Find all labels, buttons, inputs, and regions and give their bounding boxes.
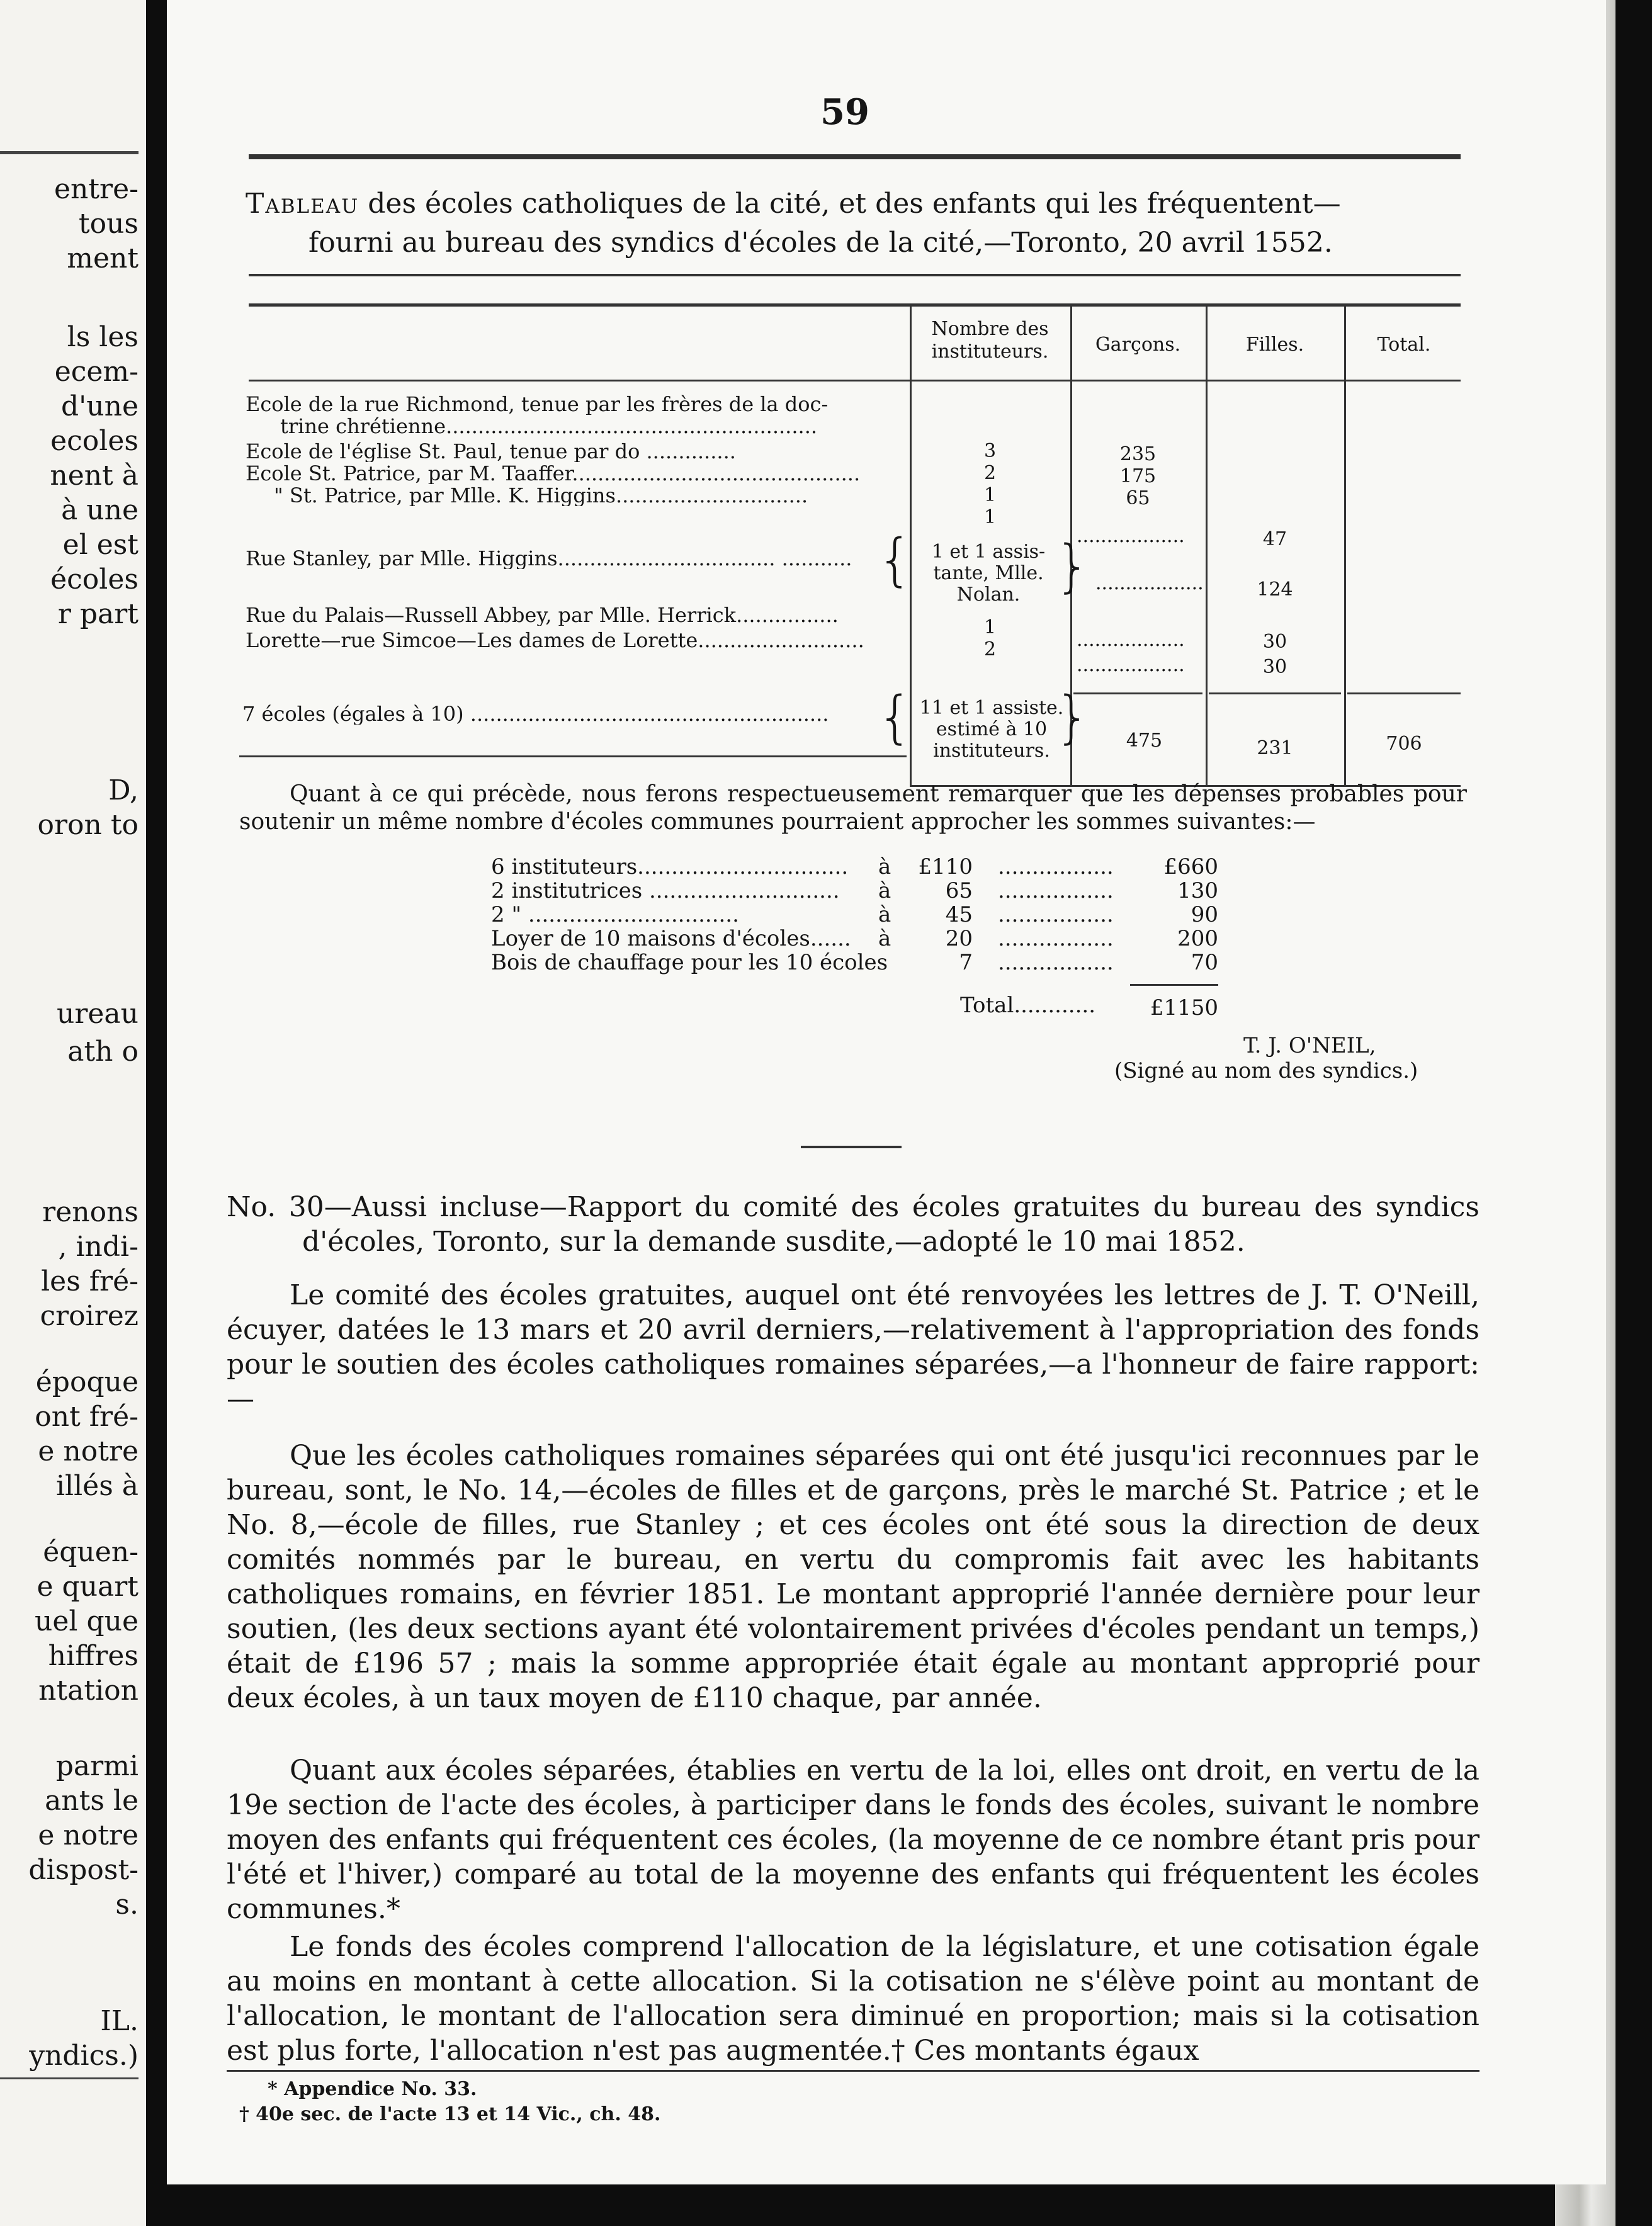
garcons-dots: .................. <box>1077 525 1185 547</box>
sum-rule <box>1130 984 1218 986</box>
facing-text-line: parmi <box>55 1750 139 1782</box>
paragraph: Quant aux écoles séparées, établies en vertu de la loi, elles ont droit, en vertu de la 19e section de l'acte des écoles, à participer dans le fonds des écoles, suivant le nombre moyen des enfants qui fréquentent ces écoles, (la moyenne de ce nombre étant pris pour l'été et l'hiver,) comparé au total de la moyenne des enfants qui fréquentent les écoles communes.* <box>227 1754 1479 1925</box>
expense-label: Bois de chauffage pour les 10 écoles <box>491 950 888 975</box>
header-garcons: Garçons. <box>1095 334 1181 356</box>
facing-page-rule <box>0 151 139 154</box>
garcons-dots: .................. <box>1077 654 1185 676</box>
expense-total: £1150 <box>1150 995 1218 1020</box>
facing-text-line: ants le <box>45 1785 139 1817</box>
instituteurs-value: 1 <box>983 484 997 506</box>
expense-label: 2 " ............................... <box>491 902 739 927</box>
signature-note: (Signé au nom des syndics.) <box>1114 1058 1418 1083</box>
facing-text-line: ecoles <box>50 425 139 457</box>
expense-rate: £110 <box>918 854 973 879</box>
expense-dots: ................. <box>998 902 1114 927</box>
facing-text-line: renons <box>42 1196 139 1228</box>
facing-text-line: entre- <box>54 173 139 205</box>
facing-text-line: oron to <box>37 809 139 841</box>
row-name: " St. Patrice, par Mlle. K. Higgins.............................. <box>274 485 808 506</box>
paragraph: Que les écoles catholiques romaines séparées qui ont été jusqu'ici reconnues par le bureau, sont, le No. 14,—écoles de filles et de garçons, près le marché St. Patrice ; et le No. 8,—école de filles, rue Stanley ; et ces écoles ont été sous la direction de deux comités nommés par le bureau, en vertu du compromis fait avec les habitants catholiques romains, en février 1851. Le montant approprié l'année dernière pour leur soutien, (les deux sections ayant été volontairement privées d'écoles pendant un temps,) était de £196 57 ; mais la somme appropriée était égale au montant approprié pour deux écoles, à un taux moyen de £110 chaque, par année. <box>227 1440 1479 1714</box>
facing-text-line: uel que <box>35 1605 139 1637</box>
title-rule <box>249 274 1461 276</box>
garcons-value: 175 <box>1119 465 1157 487</box>
header-rule <box>249 380 1461 381</box>
facing-text-line: e quart <box>37 1571 139 1603</box>
facing-text-line: ecem- <box>54 356 139 388</box>
expense-rate: 45 <box>945 902 973 927</box>
expense-label: 2 institutrices ............................ <box>491 878 840 903</box>
facing-page-rule <box>0 2077 139 2079</box>
facing-text-line: yndics.) <box>29 2040 139 2072</box>
facing-text-line: époque <box>35 1366 139 1398</box>
title-line2: fourni au bureau des syndics d'écoles de la cité,—Toronto, 20 avril 1552. <box>308 227 1333 259</box>
facing-text-line: équen- <box>43 1536 139 1568</box>
row-name: Ecole de l'église St. Paul, tenue par do .............. <box>246 441 736 462</box>
expense-amount: 200 <box>1177 926 1218 951</box>
table-title <box>246 184 1461 263</box>
expense-label: 6 instituteurs............................... <box>491 854 849 879</box>
report-heading-text: No. 30—Aussi incluse—Rapport du comité des écoles gratuites du bureau des syndics d'écoles, Toronto, sur la demande susdite,—adopté le 10 mai 1852. <box>227 1191 1479 1258</box>
facing-text-line: d'une <box>61 390 139 422</box>
brace: } <box>1055 684 1091 750</box>
brace: { <box>877 527 914 593</box>
instituteurs-value: 3 <box>983 440 997 462</box>
row-name: Ecole St. Patrice, par M. Taaffer............................................. <box>246 463 861 484</box>
expense-amount: 130 <box>1177 878 1218 903</box>
report-heading <box>227 1190 1479 1259</box>
row-name: Ecole de la rue Richmond, tenue par les frères de la doc- <box>246 393 829 415</box>
footnote-rule <box>227 2070 1479 2072</box>
facing-text-line: r part <box>57 598 139 630</box>
paragraph: Le comité des écoles gratuites, auquel ont été renvoyées les lettres de J. T. O'Neill, écuyer, datées le 13 mars et 20 avril derniers,—relativement à l'appropriation des fonds pour le soutien des écoles catholiques romaines séparées,—a l'honneur de faire rapport:— <box>227 1279 1479 1415</box>
facing-text-line: dispost- <box>28 1854 139 1886</box>
row-name: trine chrétienne.......................................................... <box>280 415 818 437</box>
filles-value: 124 <box>1257 579 1293 601</box>
garcons-dots: .................. <box>1095 572 1204 594</box>
facing-text-line: à une <box>61 494 139 526</box>
facing-text-line: IL. <box>100 2005 139 2037</box>
facing-text-line: nent à <box>50 460 139 492</box>
facing-text-line: D, <box>108 774 139 806</box>
row-name: Lorette—rue Simcoe—Les dames de Lorette.......................... <box>246 630 864 651</box>
expense-rate: 7 <box>959 950 973 975</box>
expense-rate: 65 <box>945 878 973 903</box>
instituteurs-total: 11 et 1 assiste. estimé à 10 instituteurs. <box>919 697 1064 762</box>
title-caps: Tableau <box>246 188 359 220</box>
expense-dots: ................. <box>998 926 1114 951</box>
facing-text-line: ont fré- <box>35 1401 139 1433</box>
expense-rate: 20 <box>945 926 973 951</box>
expense-label: Loyer de 10 maisons d'écoles...... <box>491 926 851 951</box>
column-rule <box>1206 307 1208 785</box>
expense-at: à <box>878 878 891 903</box>
expense-at: à <box>878 902 891 927</box>
garcons-value: 235 <box>1119 443 1157 465</box>
instituteurs-stanley: 1 et 1 assis- tante, Mlle. Nolan. <box>931 541 1046 606</box>
brace: } <box>1055 533 1091 599</box>
facing-text-line: , indi- <box>58 1231 139 1263</box>
garcons-total: 475 <box>1126 730 1163 752</box>
instituteurs-value: 2 <box>983 638 997 660</box>
facing-text-line: croirez <box>40 1300 139 1332</box>
brace: { <box>877 684 914 750</box>
facing-text-line: ureau <box>57 998 139 1030</box>
header-total: Total. <box>1377 334 1431 356</box>
facing-text-line: hiffres <box>48 1640 139 1672</box>
facing-text-line: s. <box>115 1889 139 1921</box>
facing-text-line: ment <box>67 242 139 274</box>
header-filles: Filles. <box>1245 334 1304 356</box>
total-rule <box>239 755 907 757</box>
row-name: Rue Stanley, par Mlle. Higgins.................................. ........... <box>246 548 852 569</box>
facing-text-line: ls les <box>67 321 139 353</box>
table-top-rule <box>249 303 1461 307</box>
sum-rule <box>1209 692 1341 694</box>
sum-rule <box>1073 692 1202 694</box>
document-page <box>167 0 1606 2184</box>
garcons-dots: .................. <box>1077 629 1185 651</box>
grand-total: 706 <box>1386 733 1422 755</box>
title-line1: des écoles catholiques de la cité, et des enfants qui les fréquentent— <box>359 188 1341 220</box>
garcons-value: 65 <box>1126 487 1150 509</box>
facing-text-line: les fré- <box>41 1265 139 1297</box>
expense-dots: ................. <box>998 950 1114 975</box>
footnote: * Appendice No. 33. <box>268 2078 477 2100</box>
facing-text-line: écoles <box>50 563 139 596</box>
expense-at: à <box>878 854 891 879</box>
facing-text-line: ath o <box>67 1036 139 1068</box>
section-divider <box>801 1146 902 1148</box>
instituteurs-value: 1 <box>983 506 997 528</box>
expense-amount: 70 <box>1191 950 1218 975</box>
filles-value: 30 <box>1262 656 1287 678</box>
instituteurs-value: 1 <box>983 616 997 638</box>
expense-amount: 90 <box>1191 902 1218 927</box>
top-rule <box>249 154 1461 159</box>
instituteurs-value: 2 <box>983 462 997 484</box>
facing-text-line: tous <box>78 208 139 240</box>
facing-page-fragment <box>0 0 146 2226</box>
expense-dots: ................. <box>998 878 1114 903</box>
filles-value: 47 <box>1262 528 1287 550</box>
expense-amount: £660 <box>1163 854 1218 879</box>
facing-text-line: e notre <box>38 1819 139 1851</box>
expense-note: Quant à ce qui précède, nous ferons respectueusement remarquer que les dépenses probables pour soutenir un même nombre d'écoles communes pourraient approcher les sommes suivantes:— <box>239 781 1467 835</box>
row-name: Rue du Palais—Russell Abbey, par Mlle. Herrick................ <box>246 604 839 626</box>
column-rule <box>1344 307 1346 785</box>
sum-rule <box>1347 692 1461 694</box>
expense-dots: ................. <box>998 854 1114 879</box>
header-instituteurs: Nombre des instituteurs. <box>931 318 1049 363</box>
facing-text-line: el est <box>62 529 139 561</box>
filles-value: 30 <box>1262 631 1287 653</box>
page-number: 59 <box>820 91 869 133</box>
expense-total-label: Total............ <box>960 993 1096 1018</box>
expense-at: à <box>878 926 891 951</box>
facing-text-line: illés à <box>55 1470 139 1502</box>
row-name-total: 7 écoles (égales à 10) ........................................................ <box>242 703 829 725</box>
facing-text-line: ntation <box>38 1675 139 1707</box>
footnote: † 40e sec. de l'acte 13 et 14 Vic., ch. 48. <box>239 2103 661 2125</box>
paragraph: Le fonds des écoles comprend l'allocation de la législature, et une cotisation égale au moins en montant à cette allocation. Si la cotisation ne s'élève point au montant de l'allocation, le montant de l'allocation sera diminué en proportion; mais si la cotisation est plus forte, l'allocation n'est pas augmentée.† Ces montants égaux <box>227 1931 1479 2067</box>
filles-total: 231 <box>1257 737 1293 759</box>
facing-text-line: e notre <box>38 1435 139 1467</box>
signature: T. J. O'NEIL, <box>1243 1033 1376 1058</box>
